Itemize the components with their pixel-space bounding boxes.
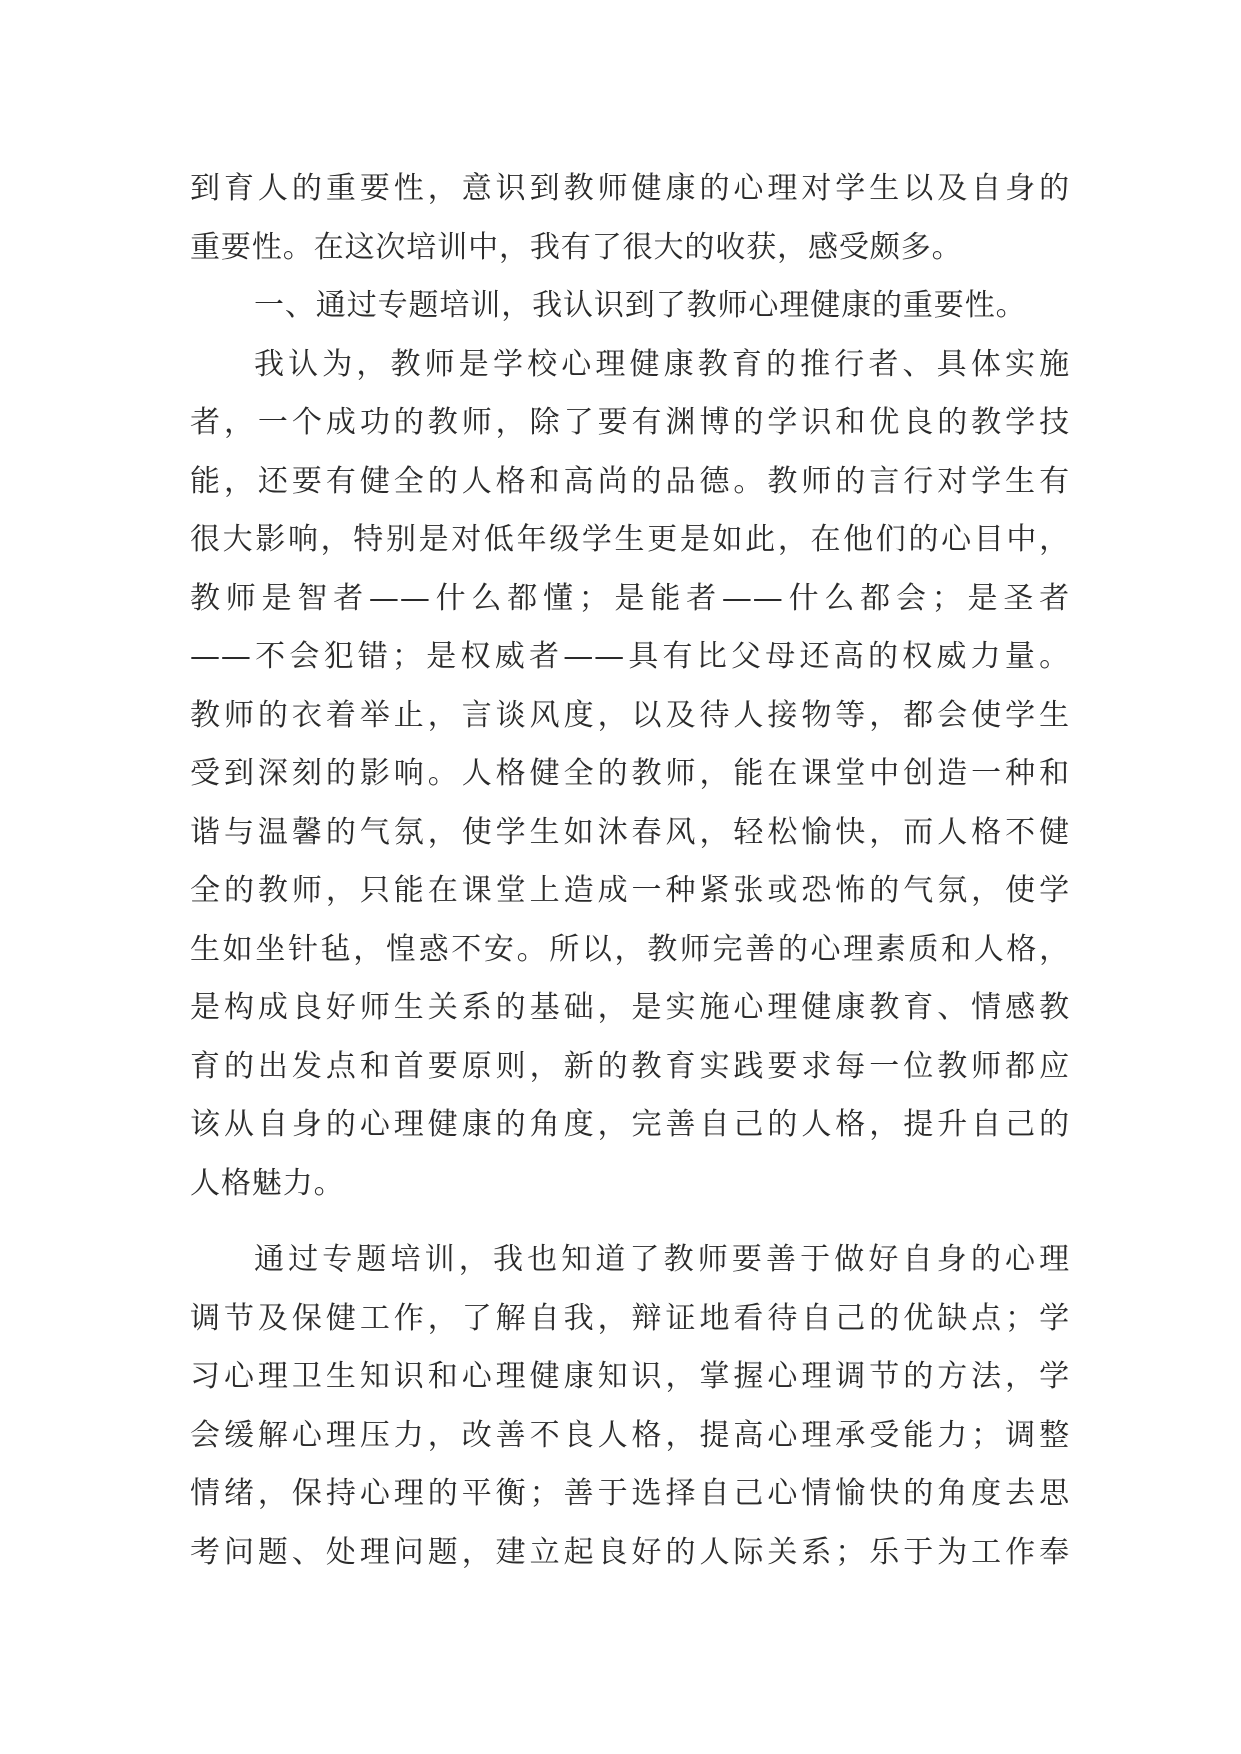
text-line: 很大影响，特别是对低年级学生更是如此，在他们的心目中， (190, 522, 1070, 557)
paragraph-3 (190, 1231, 1070, 1582)
text-line: ——不会犯错；是权威者——具有比父母还高的权威力量。 (190, 639, 1070, 674)
text-line: 我认为，教师是学校心理健康教育的推行者、具体实施 (254, 346, 1070, 382)
text-line: 谐与温馨的气氛，使学生如沐春风，轻松愉快，而人格不健 (190, 814, 1070, 850)
text-line: 全的教师，只能在课堂上造成一种紧张或恐怖的气氛，使学 (190, 873, 1070, 908)
text-line: 育的出发点和首要原则，新的教育实践要求每一位教师都应 (190, 1048, 1070, 1084)
text-line: 重要性。在这次培训中，我有了很大的收获，感受颇多。 (190, 229, 963, 265)
text-line: 会缓解心理压力，改善不良人格，提高心理承受能力；调整 (190, 1417, 1070, 1453)
paragraph-2 (190, 336, 1070, 1214)
text-line: 调节及保健工作，了解自我，辩证地看待自己的优缺点；学 (190, 1300, 1070, 1336)
text-line: 到育人的重要性，意识到教师健康的心理对学生以及自身的 (190, 171, 1070, 206)
text-line: 者，一个成功的教师，除了要有渊博的学识和优良的教学技 (190, 405, 1070, 440)
text-line: 人格魅力。 (190, 1165, 345, 1201)
text-line: 习心理卫生知识和心理健康知识，掌握心理调节的方法，学 (190, 1359, 1070, 1394)
text-line: 考问题、处理问题，建立起良好的人际关系；乐于为工作奉 (190, 1534, 1070, 1570)
text-line: 该从自身的心理健康的角度，完善自己的人格，提升自己的 (190, 1107, 1070, 1142)
text-line: 生如坐针毡，惶惑不安。所以，教师完善的心理素质和人格， (190, 931, 1070, 967)
section-heading: 一、通过专题培训，我认识到了教师心理健康的重要性。 (254, 288, 1027, 323)
text-line: 受到深刻的影响。人格健全的教师，能在课堂中创造一种和 (190, 756, 1070, 791)
text-line: 情绪，保持心理的平衡；善于选择自己心情愉快的角度去思 (190, 1476, 1070, 1511)
paragraph-gap (190, 1213, 1070, 1231)
text-line: 能，还要有健全的人格和高尚的品德。教师的言行对学生有 (190, 463, 1070, 499)
text-line: 教师的衣着举止，言谈风度，以及待人接物等，都会使学生 (190, 697, 1070, 733)
paragraph-1 (190, 160, 1070, 277)
text-line: 是构成良好师生关系的基础，是实施心理健康教育、情感教 (190, 990, 1070, 1025)
document-body (190, 160, 1070, 1582)
text-line: 通过专题培训，我也知道了教师要善于做好自身的心理 (254, 1242, 1070, 1277)
text-line: 教师是智者——什么都懂；是能者——什么都会；是圣者 (190, 580, 1070, 616)
